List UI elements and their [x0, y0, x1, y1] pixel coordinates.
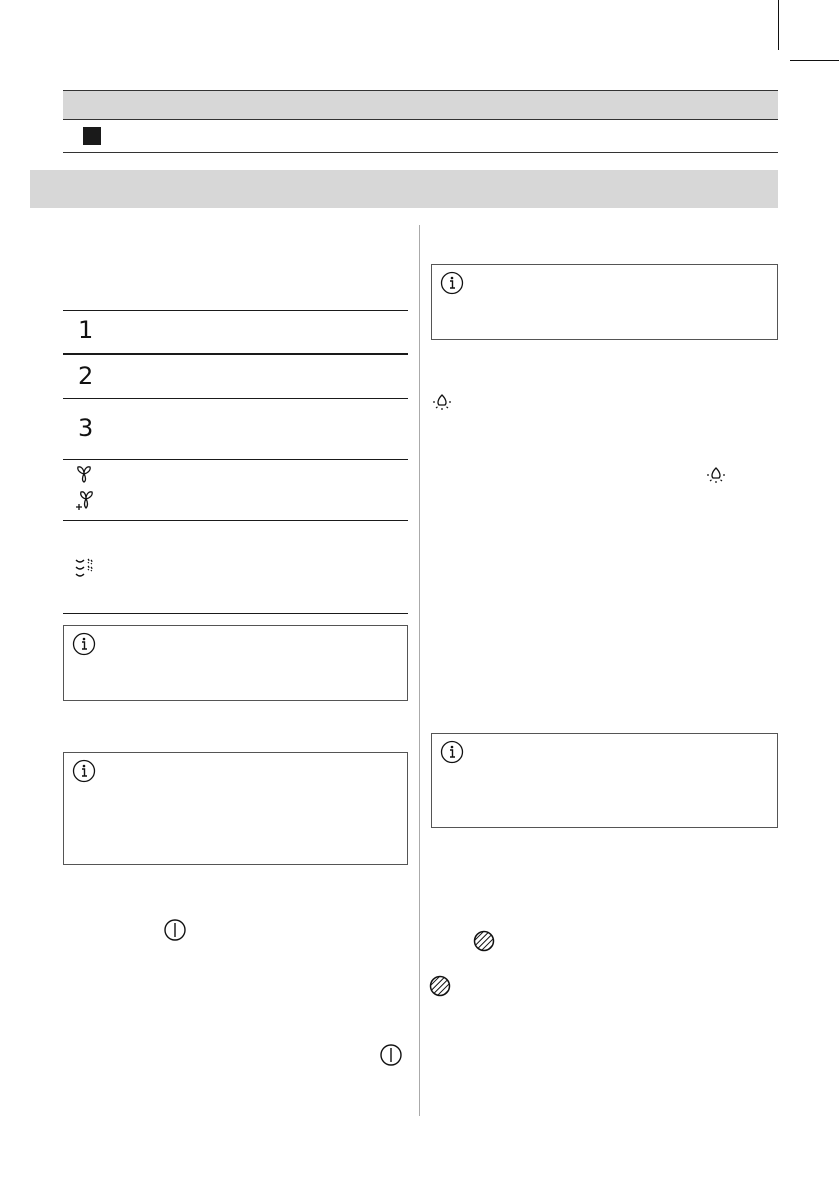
table-rule	[63, 353, 408, 355]
light-icon	[704, 463, 728, 487]
info-icon	[72, 632, 96, 656]
info-box	[431, 264, 778, 340]
crop-mark-horizontal	[790, 60, 839, 61]
light-icon	[430, 390, 454, 414]
top-table-row	[63, 120, 778, 153]
top-table-header	[63, 90, 778, 120]
fan-plus-icon	[74, 490, 96, 512]
speed-level-number: 3	[78, 414, 94, 442]
steam-icon	[74, 556, 96, 578]
crop-mark-vertical	[778, 0, 779, 50]
power-icon	[163, 918, 187, 942]
power-icon	[379, 1043, 403, 1067]
speed-level-number: 2	[78, 362, 94, 390]
info-box	[63, 625, 408, 701]
grease-filter-icon	[429, 975, 451, 997]
table-rule	[63, 459, 408, 460]
table-rule	[63, 520, 408, 521]
grease-filter-icon	[473, 930, 495, 952]
table-rule	[63, 613, 408, 614]
top-table	[63, 90, 778, 153]
speed-level-number: 1	[78, 316, 94, 344]
column-divider	[419, 225, 420, 1116]
info-box	[431, 733, 778, 828]
info-box	[63, 752, 408, 865]
info-icon	[440, 740, 464, 764]
table-rule	[63, 310, 408, 311]
table-rule	[63, 398, 408, 399]
fan-icon	[74, 464, 94, 484]
section-header	[30, 170, 778, 208]
info-icon	[440, 271, 464, 295]
info-icon	[72, 759, 96, 783]
black-square-icon	[83, 127, 101, 145]
